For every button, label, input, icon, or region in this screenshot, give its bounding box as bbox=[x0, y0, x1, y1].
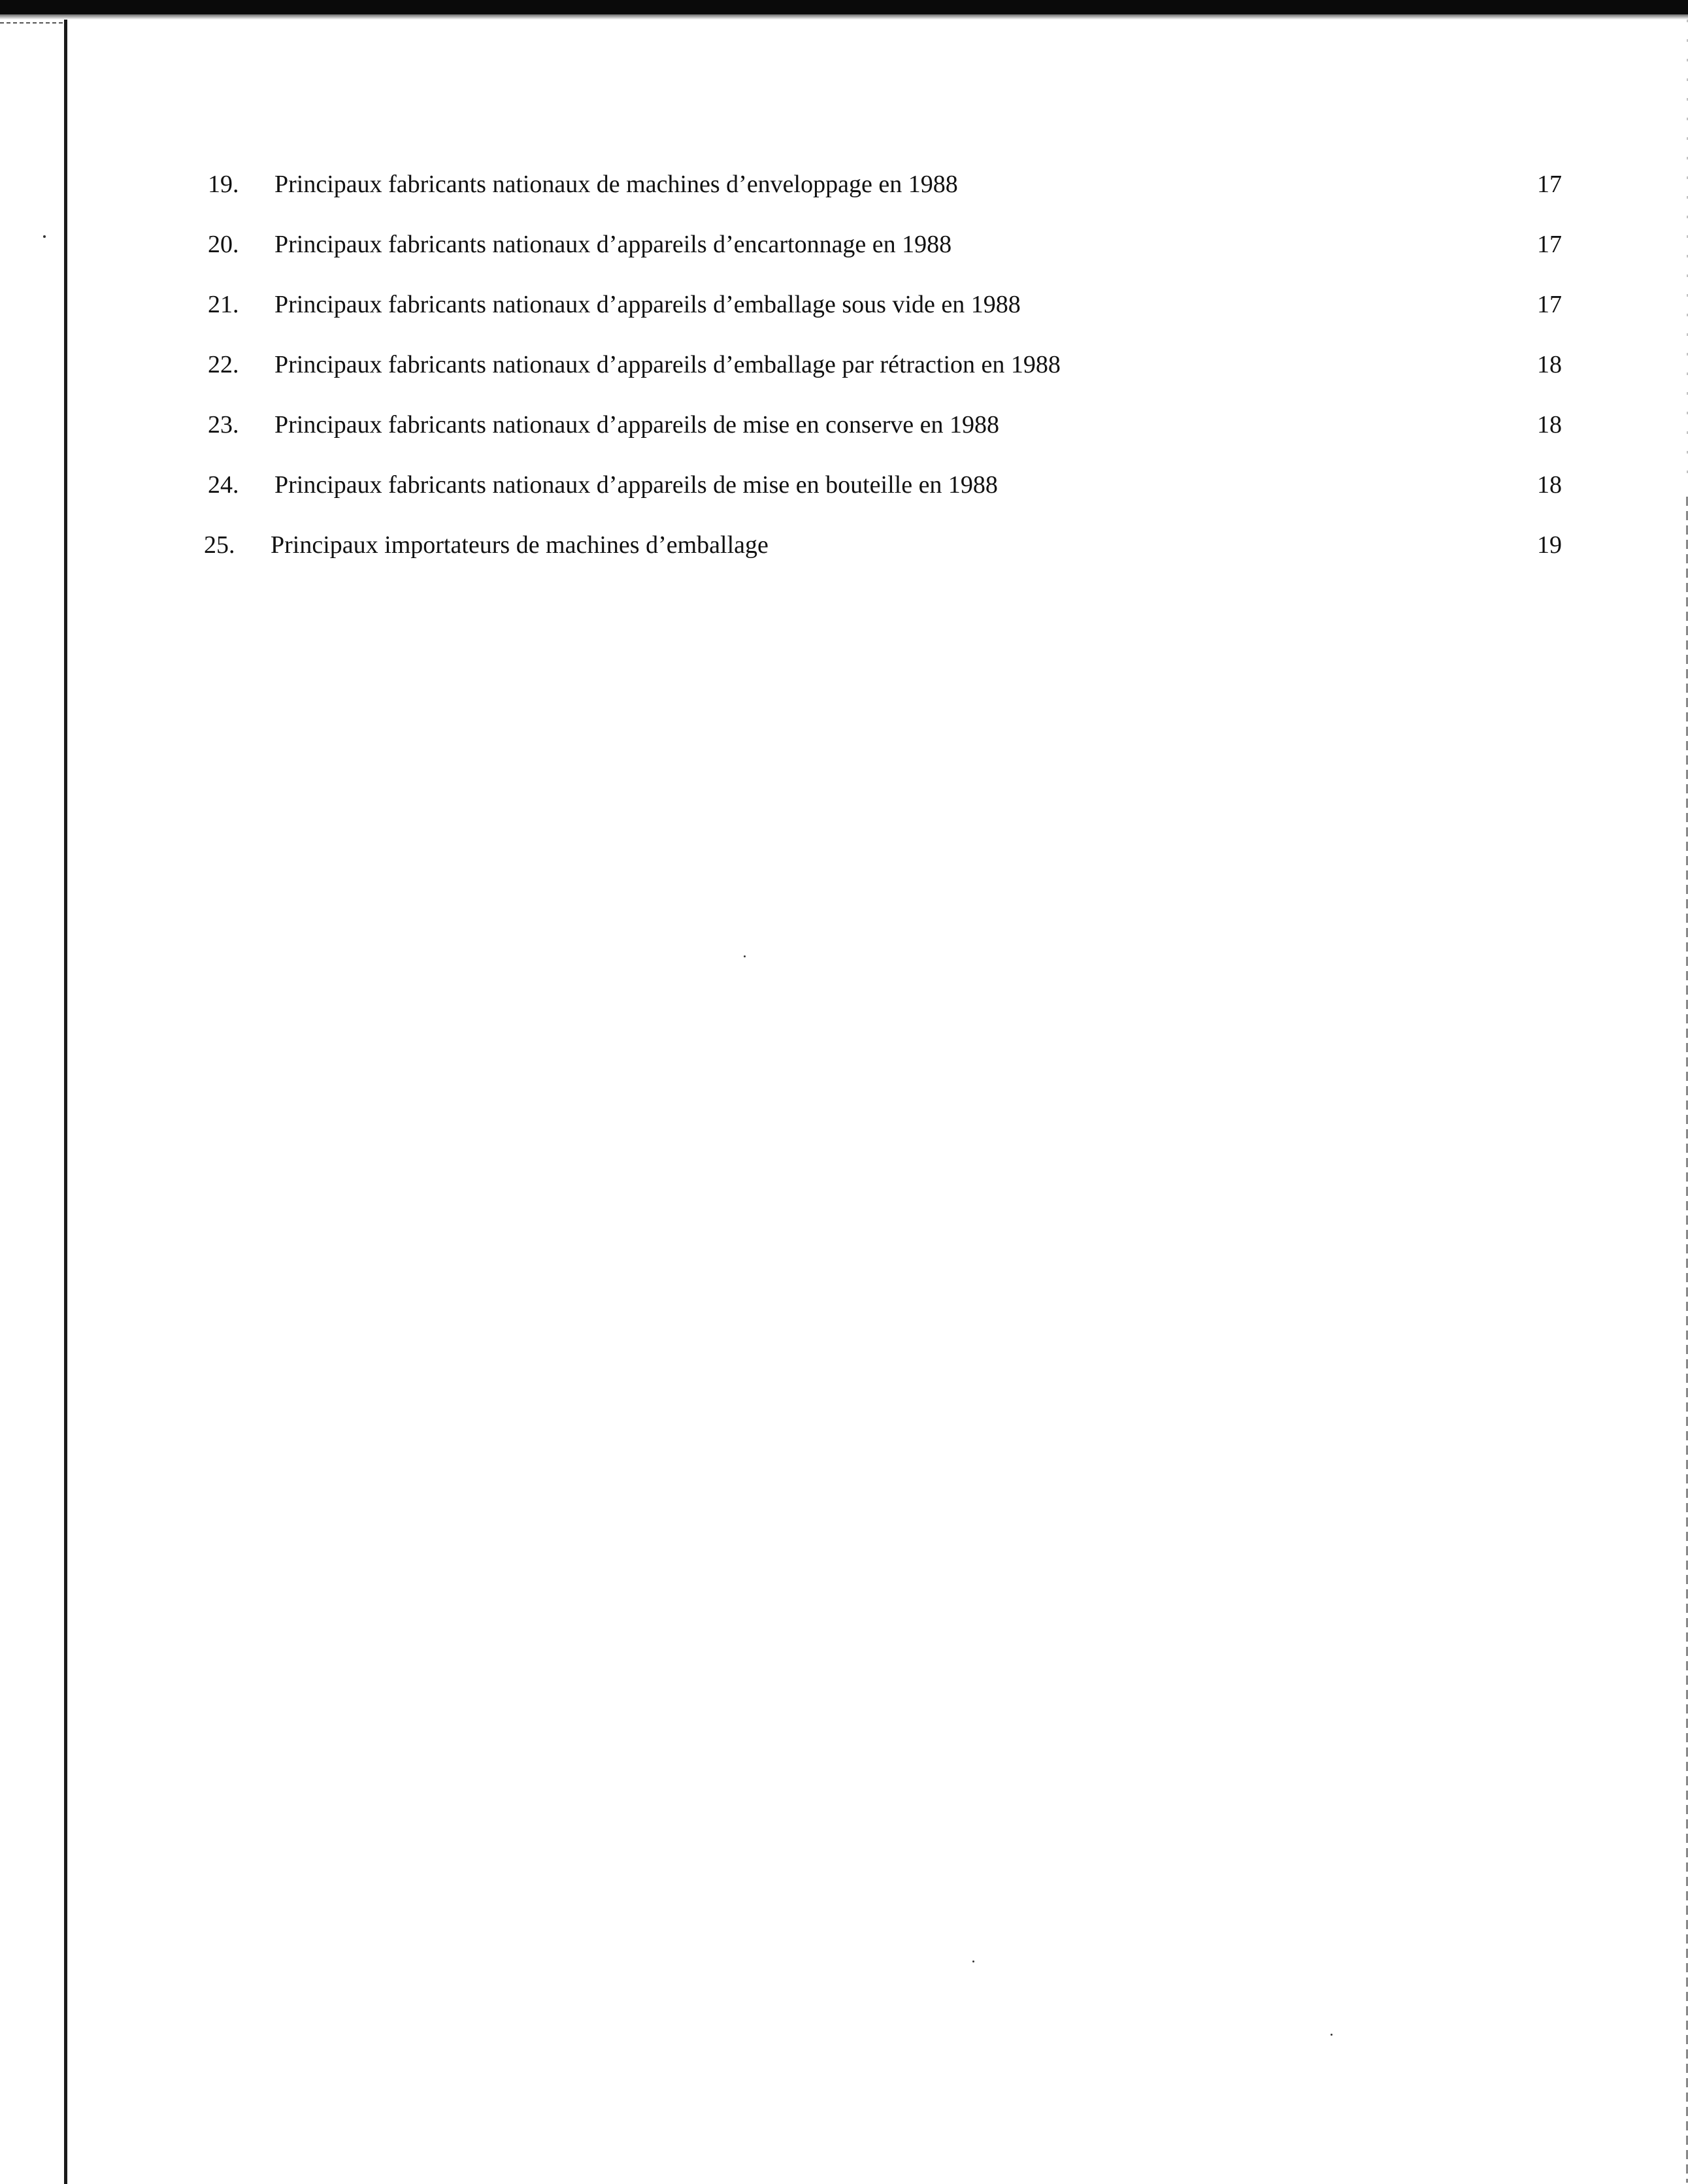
toc-entry-number: 21. bbox=[208, 291, 239, 318]
toc-entry-title: Principaux fabricants nationaux d’appareils de mise en bouteille en 1988 bbox=[274, 471, 998, 499]
toc-entry-page: 17 bbox=[1537, 171, 1562, 198]
scan-left-edge bbox=[64, 20, 67, 2184]
toc-entry-page: 17 bbox=[1537, 291, 1562, 318]
toc-entry-number: 24. bbox=[208, 471, 239, 499]
scan-speck bbox=[744, 955, 746, 957]
scan-left-tick bbox=[0, 22, 65, 24]
toc-entry-page: 18 bbox=[1537, 351, 1562, 378]
toc-entry[interactable] bbox=[0, 165, 1688, 204]
toc-entry[interactable] bbox=[0, 225, 1688, 264]
scan-top-edge bbox=[0, 0, 1688, 14]
toc-entry-number: 22. bbox=[208, 351, 239, 378]
toc-entry-page: 19 bbox=[1537, 531, 1562, 559]
toc-entry-page: 17 bbox=[1537, 231, 1562, 258]
scan-speck bbox=[972, 1961, 974, 1962]
toc-entry-number: 23. bbox=[208, 411, 239, 438]
toc-entry-number: 20. bbox=[208, 231, 239, 258]
toc-entry[interactable] bbox=[0, 465, 1688, 505]
toc-entry-title: Principaux fabricants nationaux d’appareils d’emballage sous vide en 1988 bbox=[274, 291, 1021, 318]
toc-entry[interactable] bbox=[0, 345, 1688, 384]
toc-entry[interactable] bbox=[0, 285, 1688, 324]
toc-entry-title: Principaux fabricants nationaux d’appareils d’encartonnage en 1988 bbox=[274, 231, 952, 258]
toc-entry-number: 25. bbox=[204, 531, 235, 559]
toc-entry-title: Principaux importateurs de machines d’emballage bbox=[271, 531, 769, 559]
toc-entry-title: Principaux fabricants nationaux d’appareils de mise en conserve en 1988 bbox=[274, 411, 1000, 438]
toc-entry-title: Principaux fabricants nationaux d’appareils d’emballage par rétraction en 1988 bbox=[274, 351, 1061, 378]
toc-entry-title: Principaux fabricants nationaux de machines d’enveloppage en 1988 bbox=[274, 171, 958, 198]
toc-entry-number: 19. bbox=[208, 171, 239, 198]
scan-speck bbox=[1331, 2034, 1332, 2036]
toc-entry[interactable] bbox=[0, 405, 1688, 444]
toc-entry-page: 18 bbox=[1537, 411, 1562, 438]
toc-entry[interactable] bbox=[0, 525, 1688, 565]
toc-entry-page: 18 bbox=[1537, 471, 1562, 499]
scan-top-shadow bbox=[0, 14, 1688, 20]
